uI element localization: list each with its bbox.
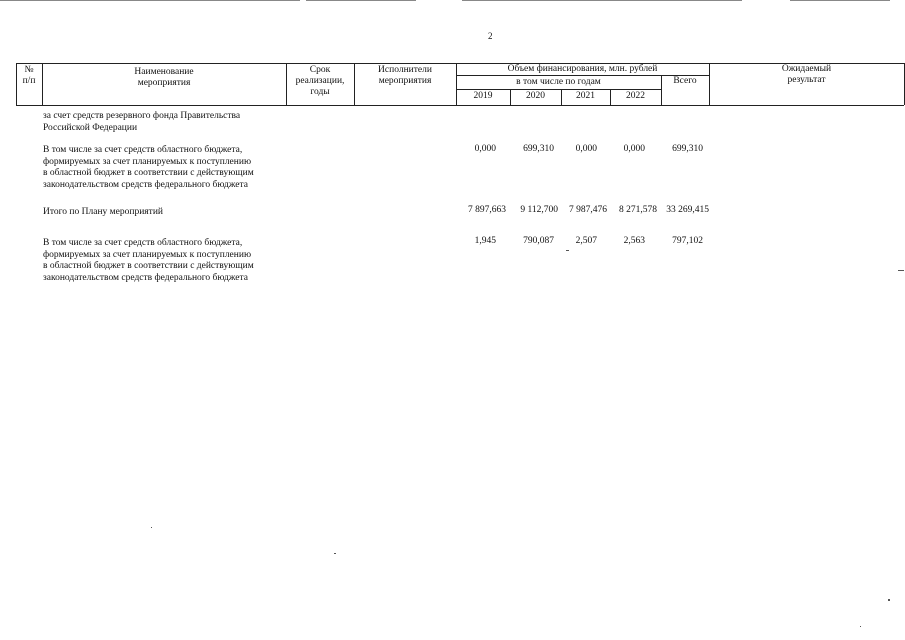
header-period: Срок реализации, годы xyxy=(295,65,345,97)
scan-mark xyxy=(898,270,904,271)
header-funding: Объем финансирования, млн. рублей xyxy=(507,64,658,74)
row-description: В том числе за счет средств областного бюджета, формируемых за счет планируемых к поступлению в областной бюджет в соответствии с действующим законодательством средств федерального бюджета xyxy=(43,145,254,190)
header-result: Ожидаемый результат xyxy=(781,64,832,85)
row-description: Итого по Плану мероприятий xyxy=(43,207,163,217)
value-2022: 8 271,578 xyxy=(619,205,657,215)
value-total: 33 269,415 xyxy=(666,205,709,215)
row-description: В том числе за счет средств областного бюджета, формируемых за счет планируемых к поступлению в областной бюджет в соответствии с действующим законодательством средств федерального бюджета xyxy=(43,238,254,283)
scan-top-rule xyxy=(306,0,416,1)
value-2019: 1,945 xyxy=(474,236,496,246)
header-year-2022: 2022 xyxy=(626,91,645,101)
header-year-2020: 2020 xyxy=(526,91,545,101)
row-description: за счет средств резервного фонда Правительства Российской Федерации xyxy=(43,111,241,133)
value-2021: 7 987,476 xyxy=(569,205,607,215)
value-2020: 699,310 xyxy=(523,144,554,154)
scan-top-rule xyxy=(790,0,890,1)
value-2021: 2,507 xyxy=(575,236,597,246)
scan-speck xyxy=(151,527,152,528)
scan-top-rule xyxy=(462,0,742,1)
scan-speck xyxy=(860,626,861,627)
scan-speck xyxy=(888,599,890,601)
value-2022: 2,563 xyxy=(623,236,645,246)
scan-top-rule xyxy=(0,0,300,1)
header-year-2019: 2019 xyxy=(473,91,493,101)
value-2019: 0,000 xyxy=(474,144,496,154)
header-executors: Исполнители мероприятия xyxy=(378,65,432,86)
header-number: № п/п xyxy=(22,65,36,86)
value-2022: 0,000 xyxy=(623,144,645,154)
value-total: 699,310 xyxy=(672,144,703,154)
header-name: Наименование мероприятия xyxy=(134,67,194,88)
page-number: 2 xyxy=(488,31,493,41)
value-2020: 9 112,700 xyxy=(520,205,558,215)
value-2019: 7 897,663 xyxy=(468,205,506,215)
scan-speck xyxy=(334,553,336,554)
value-2020: 790,087 xyxy=(523,236,554,246)
header-year-2021: 2021 xyxy=(576,91,595,101)
header-by-years: в том числе по годам xyxy=(516,77,601,87)
header-total: Всего xyxy=(673,76,697,86)
value-2021: 0,000 xyxy=(575,144,597,154)
scan-speck xyxy=(566,250,569,251)
value-total: 797,102 xyxy=(672,236,703,246)
